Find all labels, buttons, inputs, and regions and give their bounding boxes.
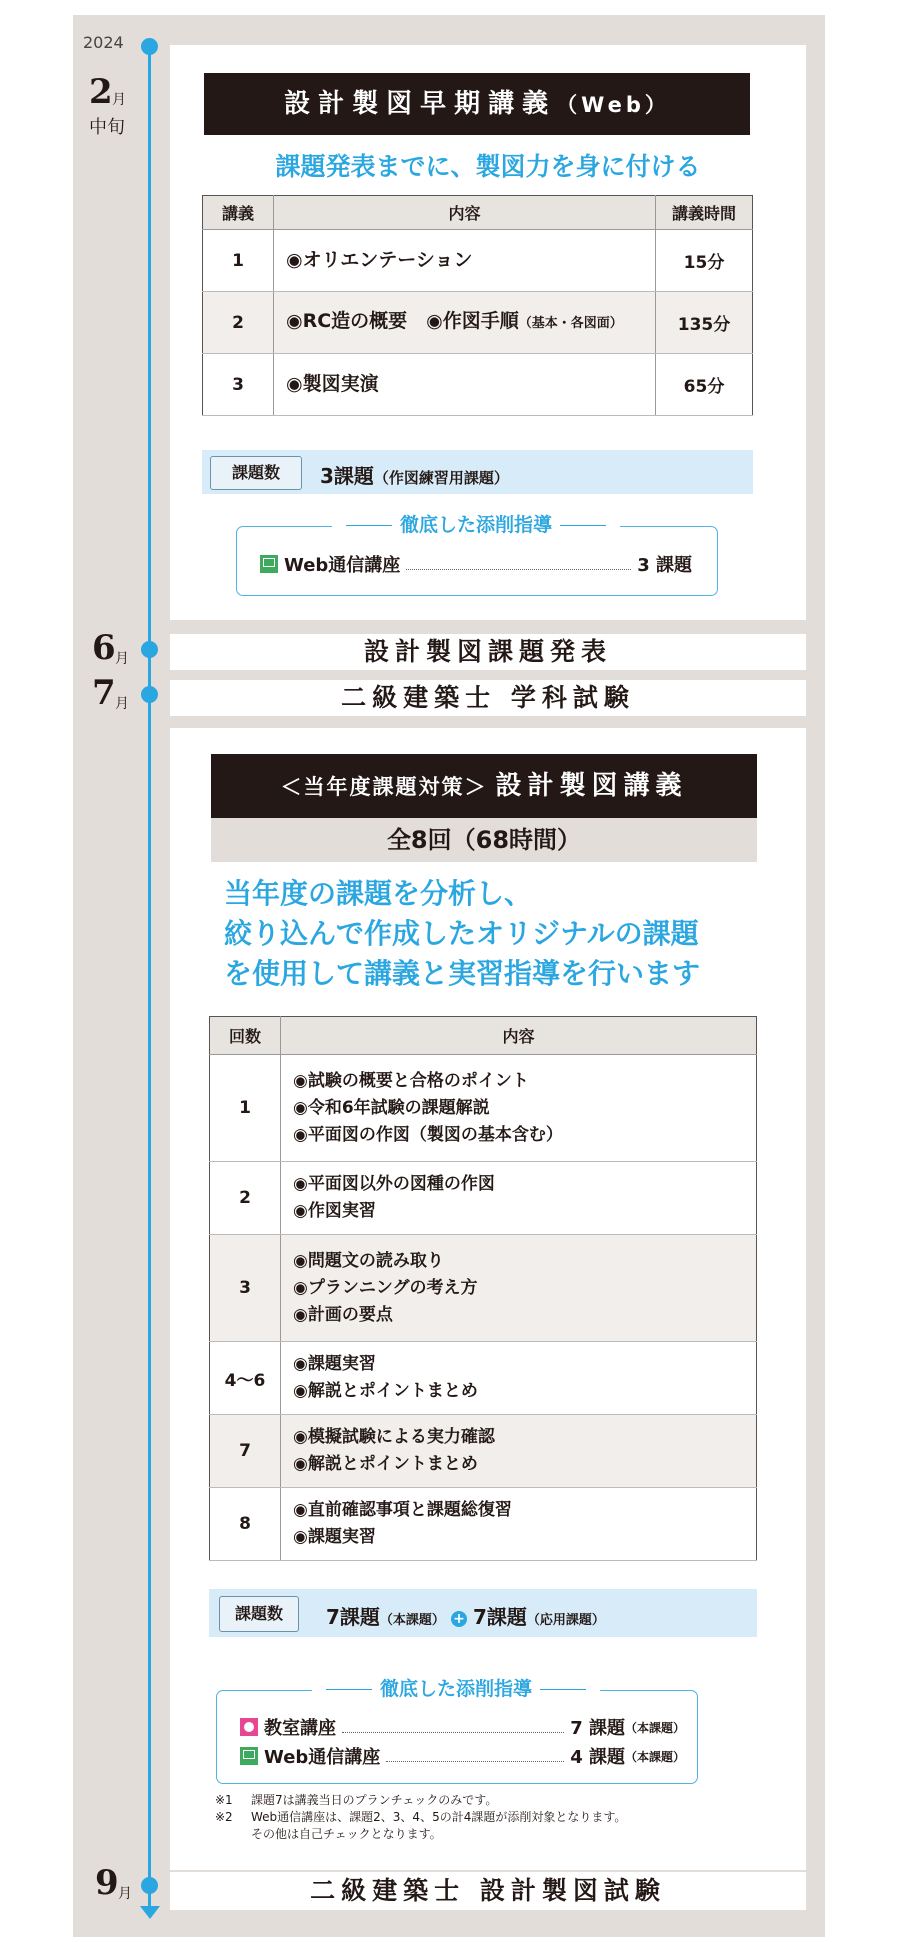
timeline-month-jul: 7 [92, 673, 116, 713]
timeline-month-sep: 9 [95, 1863, 119, 1903]
row-item: ◉平面図の作図（製図の基本含む） [293, 1124, 563, 1145]
guidance-course-name: Web通信講座 [284, 555, 401, 576]
header-content: 内容 [274, 196, 656, 230]
row-content [281, 1162, 757, 1235]
dotted-leader [406, 559, 631, 570]
row-content-text: ◉オリエンテーション [286, 249, 473, 271]
lead-line: 絞り込んで作成したオリジナルの課題 [224, 917, 699, 950]
row-content-small: （基本・各図面） [518, 316, 623, 331]
event-september-bar: 二級建築士 設計製図試験 [170, 1872, 806, 1910]
row-number: 1 [210, 1055, 281, 1162]
row-content [281, 1342, 757, 1415]
row-number: 7 [210, 1415, 281, 1488]
timeline-month-sub: 中旬 [89, 117, 125, 138]
row-content-text: ◉RC造の概要 ◉作図手順 [286, 310, 519, 332]
row-content [274, 230, 656, 292]
row-content [281, 1055, 757, 1162]
guidance-course-small: （本課題） [624, 1720, 685, 1735]
footnote [215, 1826, 775, 1843]
lead-line: を使用して講義と実習指導を行います [224, 957, 701, 990]
early-count-small: （作図練習用課題） [373, 469, 509, 487]
timeline-month-unit: 月 [115, 696, 129, 712]
footnote-mark: ※2 [215, 1810, 233, 1824]
row-item: ◉プランニングの考え方 [293, 1277, 478, 1298]
table-row [210, 1235, 757, 1342]
row-item: ◉課題実習 [293, 1527, 376, 1547]
early-count-label: 課題数 [210, 456, 302, 490]
guidance-course-value: 3 課題 [637, 555, 692, 576]
footnote [215, 1792, 775, 1809]
dotted-leader [342, 1722, 564, 1733]
timeline-month-feb: 2 [89, 72, 113, 112]
timeline-year: 2024 [83, 33, 124, 52]
divider [560, 525, 606, 526]
early-title-text: 設計製図早期講義 [284, 89, 557, 119]
early-guidance-title [236, 510, 716, 537]
plus-icon: + [451, 1611, 467, 1627]
row-number: 1 [203, 230, 274, 292]
row-item: ◉課題実習 [293, 1354, 376, 1374]
row-item: ◉直前確認事項と課題総復習 [293, 1500, 512, 1520]
divider [540, 1689, 586, 1690]
divider [346, 525, 392, 526]
row-content [281, 1235, 757, 1342]
table-row [210, 1342, 757, 1415]
main-lecture-table [209, 1016, 757, 1561]
main-lead-text [224, 874, 700, 994]
main-count-a-small: （本課題） [379, 1613, 445, 1628]
table-row [203, 354, 753, 416]
footnote-text: その他は自己チェックとなります。 [251, 1827, 442, 1841]
table-row [210, 1488, 757, 1561]
main-guidance-row [240, 1714, 685, 1740]
early-count-value [320, 460, 509, 489]
row-item: ◉問題文の読み取り [293, 1250, 444, 1271]
row-item: ◉模擬試験による実力確認 [293, 1427, 495, 1447]
footnote [215, 1809, 775, 1826]
row-number: 3 [210, 1235, 281, 1342]
guidance-course-value: 4 課題 [570, 1747, 625, 1768]
header-lecture: 講義 [203, 196, 274, 230]
guidance-course-value: 7 課題 [570, 1718, 625, 1739]
row-item: ◉令和6年試験の課題解説 [293, 1097, 490, 1118]
row-item: ◉解説とポイントまとめ [293, 1381, 478, 1401]
web-course-icon [240, 1747, 258, 1765]
main-lecture-title [211, 754, 757, 818]
row-content-text: ◉製図実演 [286, 373, 379, 395]
divider [326, 1689, 372, 1690]
main-title-text: 設計製図講義 [495, 771, 688, 801]
footnote-text: Web通信講座は、課題2、3、4、5の計4課題が添削対象となります。 [251, 1810, 627, 1824]
timeline-month-unit: 月 [118, 1886, 132, 1902]
classroom-course-icon [240, 1718, 258, 1736]
early-title-paren: （Web） [556, 93, 670, 117]
row-item: ◉解説とポイントまとめ [293, 1454, 478, 1474]
main-count-value [326, 1601, 605, 1630]
row-time: 15分 [656, 230, 753, 292]
table-header-row [203, 196, 753, 230]
timeline-dot-jun [141, 641, 158, 658]
main-count-label: 課題数 [219, 1596, 299, 1632]
dotted-leader [386, 1751, 564, 1762]
lead-line: 当年度の課題を分析し、 [224, 877, 533, 910]
table-row [210, 1162, 757, 1235]
timeline-month-unit: 月 [115, 651, 129, 667]
footnotes [215, 1792, 775, 1843]
row-content [281, 1415, 757, 1488]
main-title-prefix: ＜当年度課題対策＞ [280, 775, 488, 799]
row-number: 2 [210, 1162, 281, 1235]
row-number: 2 [203, 292, 274, 354]
early-guidance-row [260, 551, 692, 577]
main-count-b-small: （応用課題） [526, 1613, 605, 1628]
row-number: 8 [210, 1488, 281, 1561]
row-item: ◉計画の要点 [293, 1304, 393, 1325]
main-guidance-title [216, 1674, 696, 1701]
table-header-row [210, 1017, 757, 1055]
timeline-dot-feb [141, 38, 158, 55]
row-item: ◉試験の概要と合格のポイント [293, 1070, 529, 1091]
guidance-course-name: Web通信講座 [264, 1747, 381, 1768]
timeline-dot-sep [141, 1877, 158, 1894]
table-row [203, 292, 753, 354]
timeline-arrow-icon [140, 1906, 160, 1919]
main-guidance-row [240, 1743, 685, 1769]
main-count-a: 7課題 [326, 1605, 380, 1629]
row-number: 4〜6 [210, 1342, 281, 1415]
early-count-main: 3課題 [320, 464, 374, 488]
timeline-month-unit: 月 [112, 92, 126, 108]
guidance-course-name: 教室講座 [264, 1718, 336, 1739]
header-time: 講義時間 [656, 196, 753, 230]
header-content: 内容 [281, 1017, 757, 1055]
row-item: ◉平面図以外の図種の作図 [293, 1174, 495, 1194]
early-lecture-table [202, 195, 753, 416]
table-row [210, 1415, 757, 1488]
row-time: 135分 [656, 292, 753, 354]
table-row [210, 1055, 757, 1162]
row-content [274, 292, 656, 354]
header-session: 回数 [210, 1017, 281, 1055]
row-number: 3 [203, 354, 274, 416]
event-june-bar: 設計製図課題発表 [170, 634, 806, 670]
main-total-bar: 全8回（68時間） [211, 818, 757, 862]
timeline-month-jun: 6 [92, 628, 116, 668]
timeline-line [148, 42, 151, 1908]
early-guidance-title-text: 徹底した添削指導 [399, 514, 552, 536]
main-guidance-title-text: 徹底した添削指導 [379, 1678, 532, 1700]
event-july-bar: 二級建築士 学科試験 [170, 680, 806, 716]
footnote-text: 課題7は講義当日のプランチェックのみです。 [251, 1793, 498, 1807]
footnote-mark: ※1 [215, 1793, 233, 1807]
guidance-course-small: （本課題） [624, 1749, 685, 1764]
row-content [274, 354, 656, 416]
row-item: ◉作図実習 [293, 1201, 376, 1221]
early-subtitle: 課題発表までに、製図力を身に付ける [275, 152, 701, 181]
timeline-dot-jul [141, 686, 158, 703]
web-course-icon [260, 555, 278, 573]
early-lecture-title [204, 73, 750, 135]
row-content [281, 1488, 757, 1561]
main-count-b: 7課題 [472, 1605, 527, 1629]
row-time: 65分 [656, 354, 753, 416]
table-row [203, 230, 753, 292]
